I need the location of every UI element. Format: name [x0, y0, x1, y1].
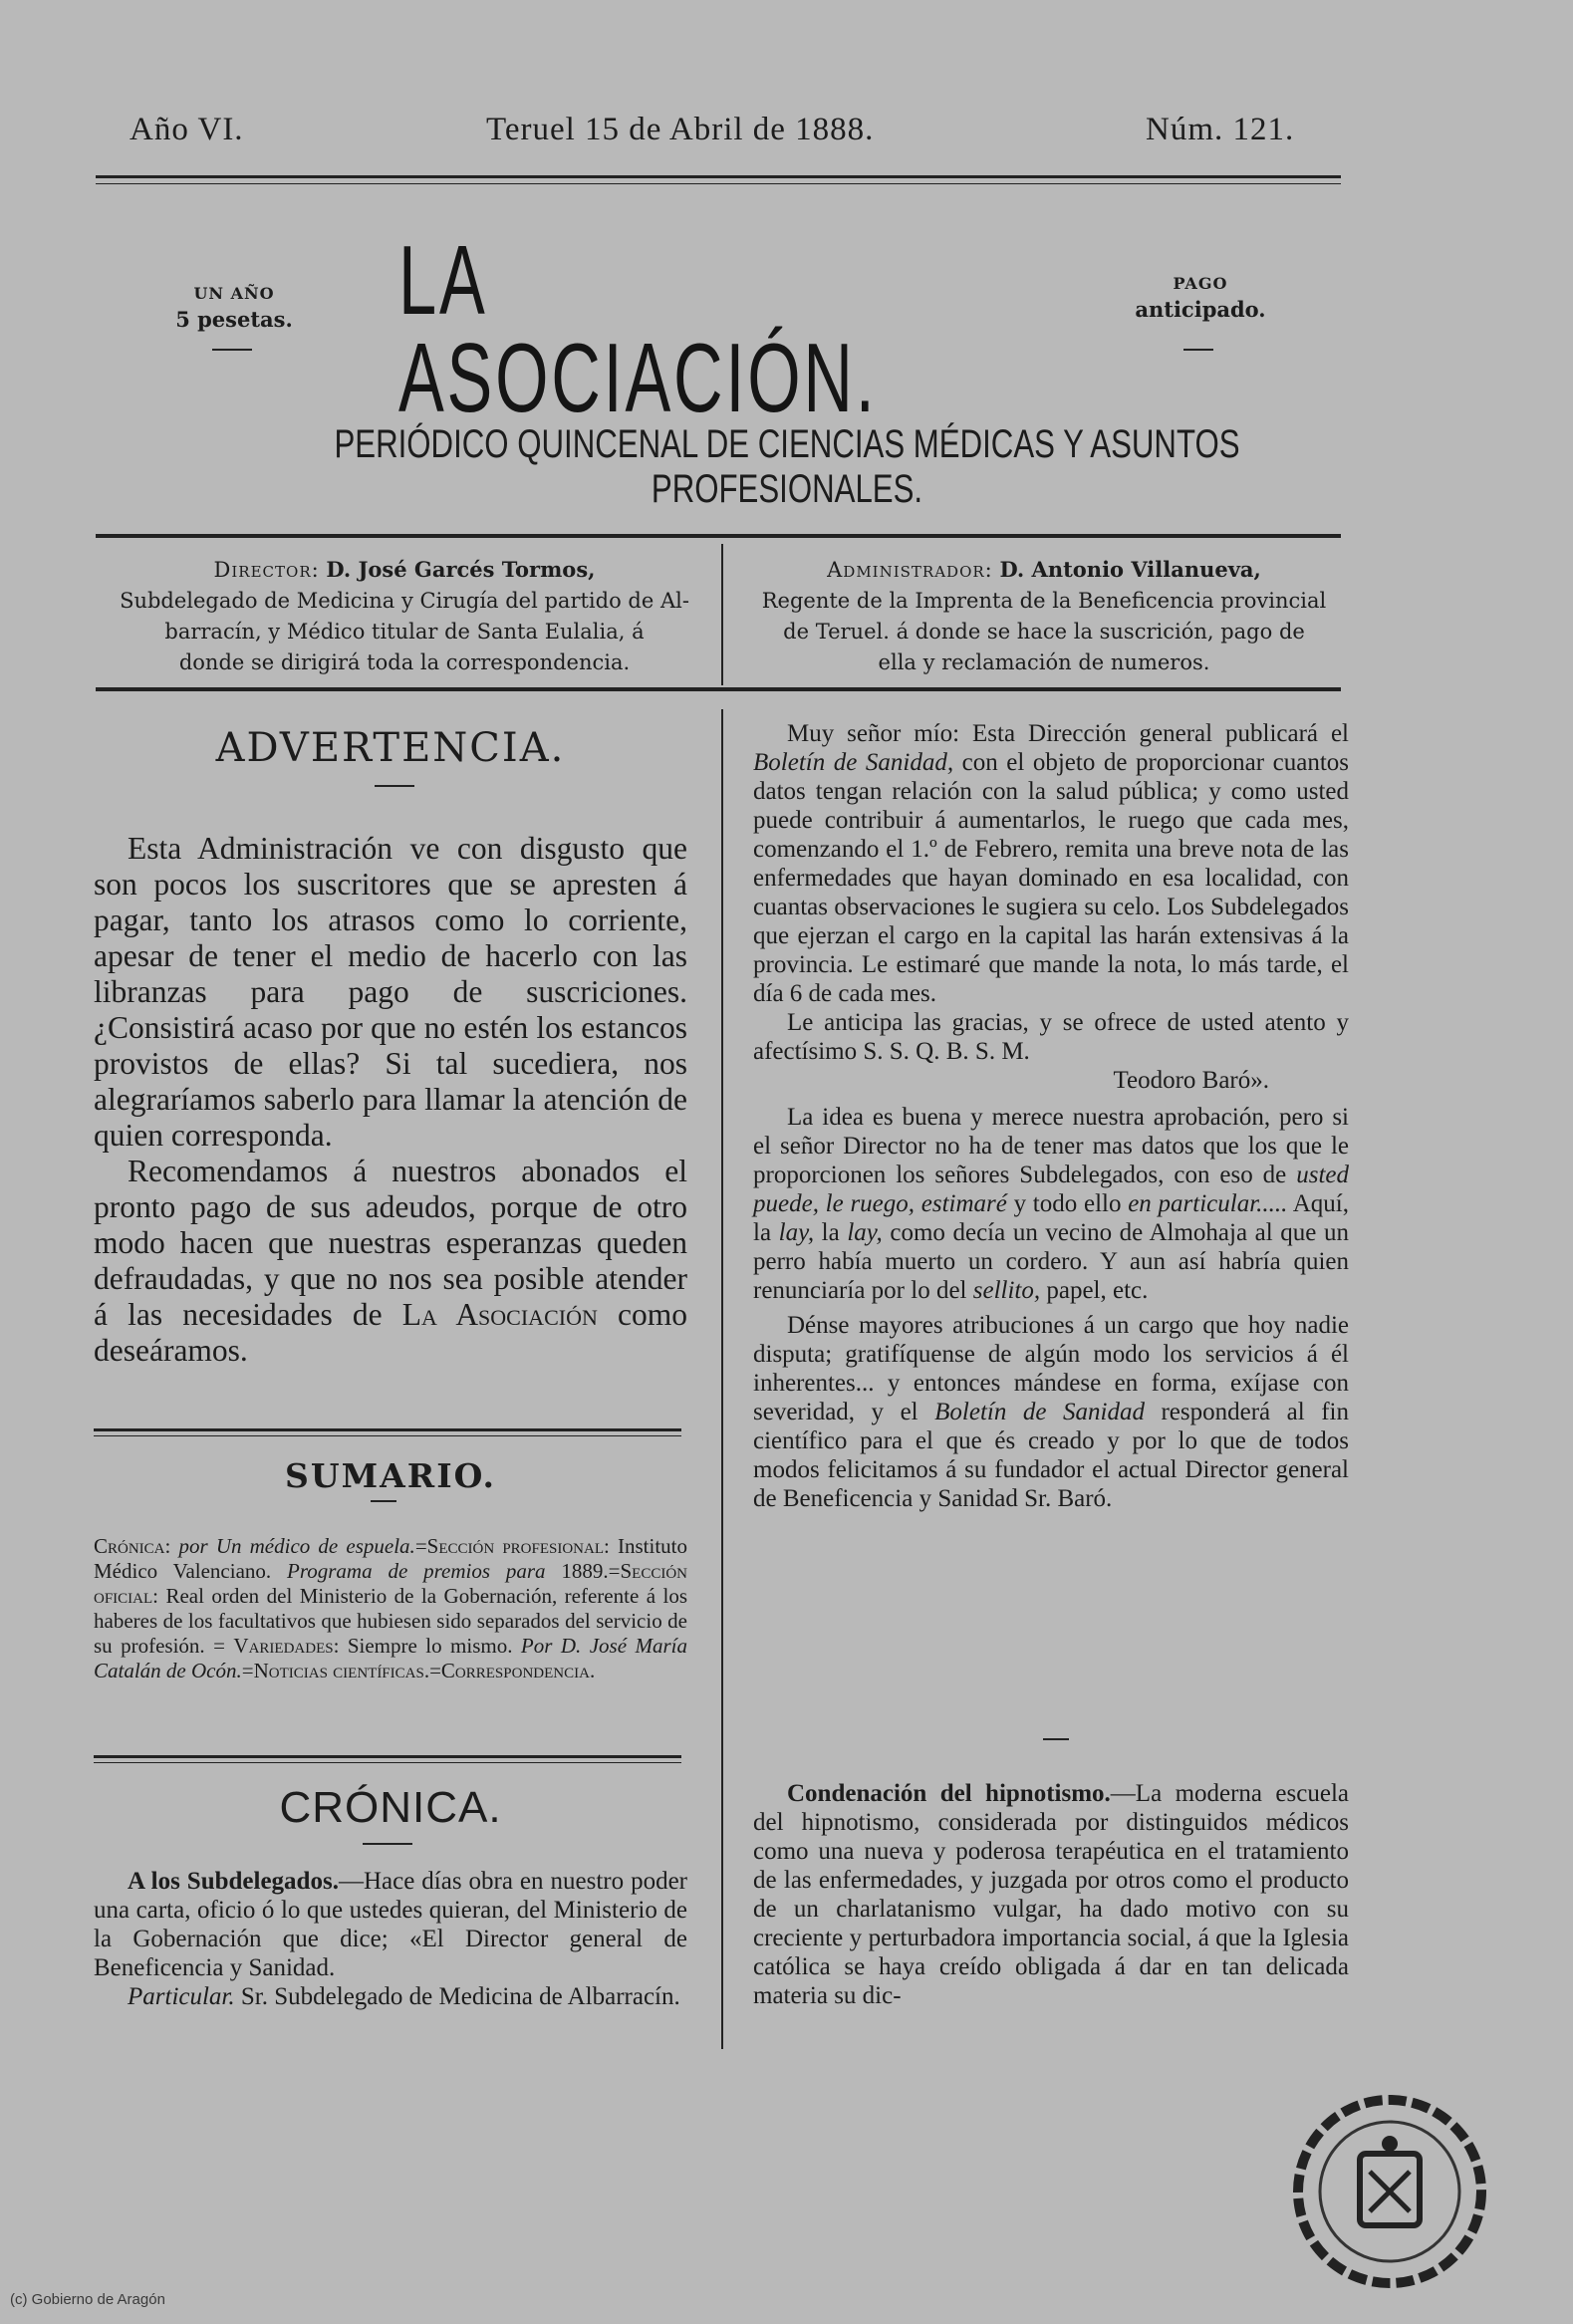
director-line-1: Subdelegado de Medicina y Cirugía del partido de Al-: [120, 589, 689, 613]
sumario-siempre: Siempre lo mismo.: [339, 1634, 521, 1658]
staff-divider: [721, 544, 723, 685]
sumario-variedades-author: Por D. José María Catalán de Ocón.: [94, 1634, 687, 1682]
issue-year: Año VI.: [130, 112, 244, 147]
cronica-paragraph-2: [94, 1982, 687, 2011]
hipnotismo-lead: Condenación del hipnotismo.: [787, 1780, 1111, 1807]
cronica-rule-top-thin: [94, 1762, 681, 1763]
hipnotismo-text: —La moderna escuela del hipnotismo, considerada por distinguidos médicos como una nueva y poderosa terapéutica en el tratamiento de las enfermedades, y juzgada por otros como el producto de un charlatanismo vulgar, ha dado motivo con su creciente y perturbadora importancia social, á que la Iglesia católica se haya creído obligada á dar en tan delicada materia su dic-: [753, 1780, 1349, 2009]
administrator-line-3: ella y reclamación de numeros.: [878, 650, 1210, 674]
advertencia-heading: ADVERTENCIA.: [215, 725, 566, 771]
sumario-variedades: Variedades:: [233, 1634, 340, 1658]
sumario-seccion-oficial: Sección oficial:: [94, 1559, 688, 1608]
sumario-cronica: Crónica:: [94, 1534, 171, 1558]
cronica-body: [94, 1867, 687, 2011]
price-box: [149, 281, 319, 333]
letter-signature: Teodoro Baró».: [1113, 1067, 1269, 1094]
cronica-dash: [363, 1843, 412, 1845]
masthead-title: LA ASOCIACIÓN.: [398, 225, 878, 432]
letter-paragraph-1: [753, 719, 1349, 1008]
cronica-p1: —Hace días obra en nuestro poder una carta, oficio ó lo que ustedes quieran, del Ministerio de la Gobernación que dice; «El Director general de Beneficencia y Sanidad.: [94, 1868, 687, 1981]
right-column-body: [753, 719, 1349, 1513]
comment-paragraph-1: [753, 1103, 1349, 1305]
staff-rule-bottom: [96, 687, 1341, 691]
letter-p1-c: con el objeto de proporcionar cuantos datos tengan relación con la salud pública; y como usted puede contribuir á aumentarlos, le ruego que cada mes, comenzando el 1.º de Febrero, remita una breve nota de las enfermedades que hayan dominado en esa localidad, con cuantas observaciones le sugiera su celo. Los Subdelegados que ejerzan el cargo en la capital las harán extensivas á la provincia. Le estimaré que mande la nota, lo más tarde, el día 6 de cada mes.: [753, 749, 1350, 1007]
payment-value: anticipado.: [1135, 297, 1266, 322]
payment-label: PAGO: [1173, 274, 1228, 293]
advertencia-paragraph-1: Esta Administración ve con disgusto que son pocos los suscritores que se apresten á pagar, tanto los atrasos como lo corriente, apesar de tener el medio de hacerlo con las libranzas para pago de suscriciones. ¿Consistirá acaso por que no estén los estancos provistos de ellas? Si tal sucediera, nos alegraríamos saberlo para llamar la atención de quien corresponda.: [94, 831, 687, 1153]
sumario-text: [94, 1534, 687, 1683]
cronica-p2: Sr. Subdelegado de Medicina de Albarracín.: [234, 1983, 680, 2010]
sumario-cronica-author: por Un médico de espuela.: [170, 1534, 415, 1558]
payment-box: [1121, 271, 1280, 323]
administrator-box: [735, 554, 1353, 678]
director-name: D. José Garcés Tormos,: [326, 557, 596, 582]
sumario-rule-top: [94, 1428, 681, 1431]
administrator-role: Administrador:: [827, 558, 993, 582]
price-value: 5 pesetas.: [175, 307, 293, 332]
comment-p1-h: lay,: [847, 1219, 883, 1246]
comment-p1-k: papel, etc.: [1040, 1277, 1149, 1304]
sumario-programa: Programa de premios para: [287, 1559, 546, 1583]
cronica-heading: CRÓNICA.: [279, 1783, 502, 1832]
hipnotismo-paragraph: [753, 1779, 1349, 2010]
comment-p1-j: sellito,: [972, 1277, 1041, 1304]
comment-p1-g: la: [814, 1219, 848, 1246]
cronica-rule-top: [94, 1755, 681, 1758]
advertencia-p2-start: Recomendamos á nuestros abonados el pronto pago de sus adeudos, porque de otro modo hacen que nuestras esperanzas queden defraudadas, y que no nos sea posible atender á las necesidades de: [94, 1154, 687, 1332]
advertencia-body: [94, 831, 687, 1369]
price-dash: [212, 349, 252, 351]
cronica-lead: A los Subdelegados.: [128, 1868, 339, 1895]
sumario-instituto: Instituto Médico Valenciano.: [94, 1534, 687, 1583]
hipnotismo-body: [753, 1779, 1349, 2010]
comment-p2-c: responderá al fin científico para el que és creado y por lo que de todos modos felicitamos á su fundador el actual Director general de Beneficencia y Sanidad Sr. Baró.: [753, 1399, 1349, 1512]
column-divider: [721, 709, 723, 2049]
letter-p1-a: Muy señor mío: Esta Dirección general publicará el: [787, 720, 1349, 747]
comment-p2-b: Boletín de Sanidad: [934, 1399, 1145, 1425]
comment-p1-d: en particular.....: [1128, 1190, 1288, 1217]
director-line-3: donde se dirigirá toda la correspondencia.: [178, 650, 631, 674]
comment-p2-a: Dénse mayores atribuciones á un cargo que hoy nadie disputa; gratifíquense de algún modo los servicios á él inherentes... y entonces mándese en forma, exíjase con severidad, y el: [753, 1312, 1349, 1425]
sumario-year: 1889.=: [545, 1559, 621, 1583]
cronica-paragraph-1: [94, 1867, 687, 1982]
issue-number: Núm. 121.: [1146, 112, 1295, 147]
sumario-real-orden: Real orden del Ministerio de la Gobernación, referente á los haberes de los facultativos que hubiesen sido separados del servicio de su profesión. =: [94, 1584, 687, 1658]
sumario-body: [94, 1534, 687, 1683]
administrator-name: D. Antonio Villanueva,: [999, 557, 1261, 582]
comment-p1-i: como decía un vecino de Almohaja al que un perro había muerto un cordero. Y aun así habría quien renunciaría por lo del: [753, 1219, 1350, 1304]
header-rule-top-thin: [96, 183, 1341, 184]
comment-paragraph-2: [753, 1311, 1349, 1513]
comment-p1-f: lay,: [778, 1219, 815, 1246]
library-stamp-icon: [1285, 2092, 1494, 2291]
comment-p1-b: usted puede, le ruego, estimaré: [753, 1162, 1349, 1217]
comment-p1-e: Aquí, la: [753, 1190, 1350, 1246]
sumario-dash: [371, 1500, 396, 1502]
staff-rule-top: [96, 534, 1341, 538]
advertencia-p2-end: como deseáramos.: [94, 1297, 687, 1368]
director-line-2: barracín, y Médico titular de Santa Eulalia, á: [164, 620, 645, 644]
administrator-line-2: de Teruel. á donde se hace la suscrición, pago de: [783, 620, 1305, 644]
right-section-dash: [1043, 1738, 1069, 1740]
price-label: UN AÑO: [193, 284, 275, 303]
sumario-noticias: =Noticias científicas.=Correspondencia.: [241, 1659, 596, 1682]
sumario-rule-top-thin: [94, 1435, 681, 1436]
advertencia-paragraph-2: [94, 1154, 687, 1369]
header-rule-top: [96, 175, 1341, 178]
masthead-subtitle: PERIÓDICO QUINCENAL DE CIENCIAS MÉDICAS Y ASUNTOS PROFESIONALES.: [334, 422, 1240, 511]
comment-p1-a: La idea es buena y merece nuestra aprobación, pero si el señor Director no ha de tener mas datos que los que le proporcionen los señores Subdelegados, con eso de: [753, 1104, 1349, 1188]
letter-boletin: Boletín de Sanidad,: [753, 749, 954, 776]
cronica-particular: Particular.: [128, 1983, 235, 2010]
letter-paragraph-2: Le anticipa las gracias, y se ofrece de usted atento y afectísimo S. S. Q. B. S. M.: [753, 1009, 1349, 1065]
issue-place-date: Teruel 15 de Abril de 1888.: [486, 112, 875, 147]
payment-dash: [1183, 349, 1213, 351]
administrator-line-1: Regente de la Imprenta de la Beneficencia provincial: [761, 589, 1327, 613]
sumario-heading: SUMARIO.: [285, 1456, 496, 1495]
advertencia-p2-name: La Asociación: [401, 1297, 598, 1332]
comment-p1-c: y todo ello: [1006, 1190, 1129, 1217]
director-box: [96, 554, 713, 678]
image-credit: (c) Gobierno de Aragón: [10, 2291, 165, 2308]
director-role: Director:: [213, 558, 320, 582]
sumario-seccion-profesional: =Sección profesional:: [414, 1534, 610, 1558]
advertencia-dash: [375, 785, 414, 787]
